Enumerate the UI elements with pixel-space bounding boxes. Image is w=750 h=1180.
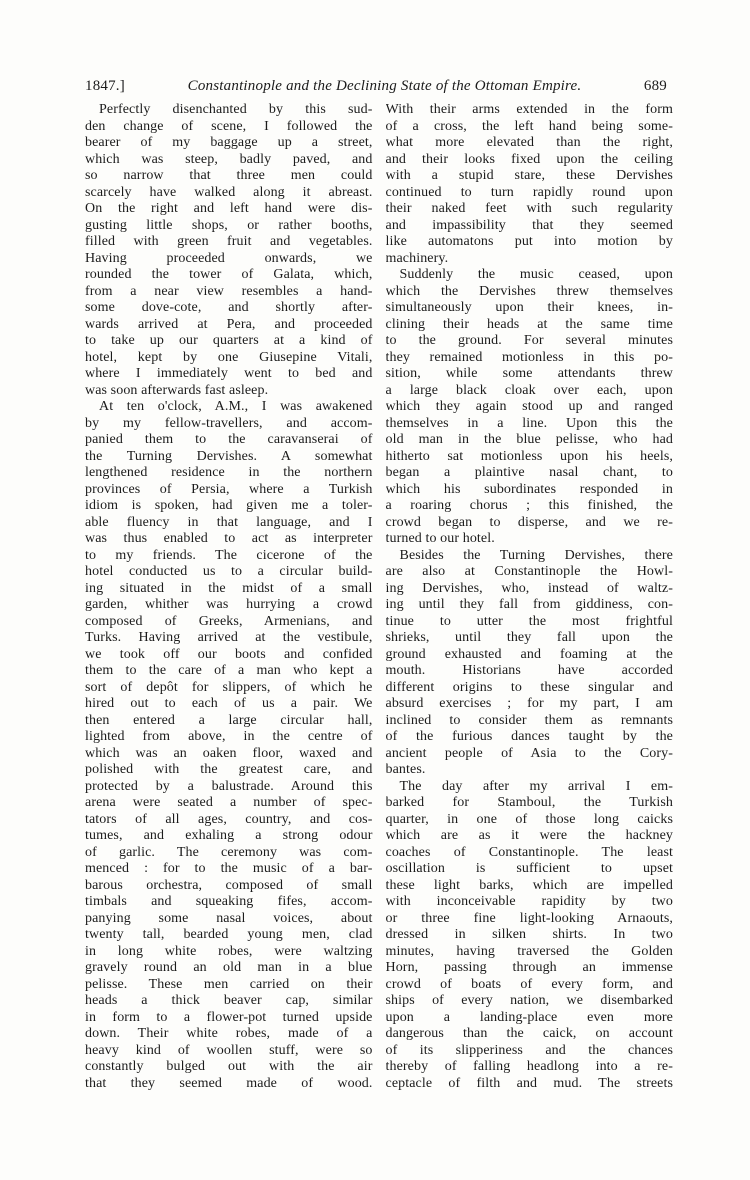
text-line: Besides the Turning Dervishes, there bbox=[399, 547, 673, 563]
text-line: to the ground. For several minutes bbox=[385, 333, 673, 348]
text-line: turned to our hotel. bbox=[385, 531, 495, 546]
paragraph bbox=[85, 399, 373, 1092]
text-line: crowd of boats of every form, and bbox=[385, 976, 673, 992]
text-line: of garlic. The ceremony was com- bbox=[85, 844, 373, 860]
text-line: that they seemed made of wood. bbox=[85, 1075, 373, 1091]
text-line: garden, whither was hurrying a crowd bbox=[85, 597, 373, 612]
text-columns bbox=[85, 102, 673, 1092]
text-line: ancient people of Asia to the Cory- bbox=[385, 745, 673, 761]
text-line: was thus enabled to act as interpreter bbox=[85, 531, 373, 546]
text-line: where I immediately went to bed and bbox=[85, 366, 373, 381]
page-header bbox=[85, 78, 673, 95]
text-line: ing until they fall from giddiness, con- bbox=[385, 597, 673, 612]
text-line: absurd exercises ; for my part, I am bbox=[385, 696, 673, 711]
text-line: the Turning Dervishes. A somewhat bbox=[85, 448, 373, 464]
text-line: polished with the greatest care, and bbox=[85, 762, 373, 777]
text-line: down. Their white robes, made of a bbox=[85, 1026, 373, 1041]
text-line: which was steep, badly paved, and bbox=[85, 151, 373, 167]
paragraph bbox=[85, 102, 373, 399]
text-line: Horn, passing through an immense bbox=[385, 960, 673, 975]
text-line: ing situated in the midst of a small bbox=[85, 580, 373, 596]
text-line: inclined to consider them as remnants bbox=[385, 712, 673, 728]
text-line: shrieks, until they fall upon the bbox=[385, 630, 673, 645]
text-line: hotel, kept by one Giusepine Vitali, bbox=[85, 349, 373, 365]
text-line: heavy kind of woollen stuff, were so bbox=[85, 1042, 373, 1058]
text-line: quarter, in one of those long caicks bbox=[385, 811, 673, 827]
text-line: of its slipperiness and the chances bbox=[385, 1042, 673, 1058]
text-line: are also at Constantinople the Howl- bbox=[385, 564, 673, 579]
text-line: which are as it were the hackney bbox=[385, 828, 673, 843]
page-number: 689 bbox=[643, 78, 667, 94]
running-title: Constantinople and the Declining State of the Ottoman Empire. bbox=[187, 78, 582, 94]
text-line: a roaring chorus ; this finished, the bbox=[385, 498, 673, 513]
text-line: and impassibility that they seemed bbox=[385, 217, 673, 233]
text-line: was soon afterwards fast asleep. bbox=[85, 382, 269, 398]
text-line: arena were seated a number of spec- bbox=[85, 795, 373, 810]
text-line: of a cross, the left hand being some- bbox=[385, 118, 673, 134]
right-column bbox=[386, 102, 674, 1092]
text-line: bantes. bbox=[385, 762, 426, 777]
text-line: began a plaintive nasal chant, to bbox=[385, 465, 673, 480]
text-line: filled with green fruit and vegetables. bbox=[85, 234, 373, 249]
text-line: heads a thick beaver cap, similar bbox=[85, 993, 373, 1008]
text-line: which his subordinates responded in bbox=[385, 481, 673, 497]
text-line: a large black cloak over each, upon bbox=[385, 382, 673, 398]
text-line: different origins to these singular and bbox=[385, 679, 673, 695]
text-line: dressed in silken shirts. In two bbox=[385, 927, 673, 942]
paragraph bbox=[386, 779, 674, 1093]
text-line: menced : for to the music of a bar- bbox=[85, 861, 373, 876]
text-line: With their arms extended in the form bbox=[385, 102, 673, 117]
left-column bbox=[85, 102, 373, 1092]
text-line: sort of depôt for slippers, of which he bbox=[85, 679, 373, 695]
header-year: 1847.] bbox=[85, 78, 125, 94]
text-line: gusting little shops, or rather booths, bbox=[85, 217, 373, 233]
text-line: rounded the tower of Galata, which, bbox=[85, 267, 373, 282]
text-line: hitherto sat motionless upon his heels, bbox=[385, 448, 673, 464]
text-line: oscillation is sufficient to upset bbox=[385, 861, 673, 876]
text-line: gravely round an old man in a blue bbox=[85, 960, 373, 975]
text-line: Suddenly the music ceased, upon bbox=[399, 267, 673, 282]
text-line: simultaneously upon their knees, in- bbox=[385, 300, 673, 315]
text-line: upon a landing-place even more bbox=[385, 1009, 673, 1025]
text-line: den change of scene, I followed the bbox=[85, 118, 373, 134]
text-line: lengthened residence in the northern bbox=[85, 465, 373, 480]
text-line: barous orchestra, composed of small bbox=[85, 877, 373, 893]
text-line: able fluency in that language, and I bbox=[85, 514, 373, 530]
text-line: minutes, having traversed the Golden bbox=[385, 943, 673, 959]
text-line: bearer of my baggage up a street, bbox=[85, 135, 373, 150]
text-line: these light barks, which are impelled bbox=[385, 877, 673, 893]
text-line: crowd began to disperse, and we re- bbox=[385, 514, 673, 530]
text-line: their naked feet with such regularity bbox=[385, 201, 673, 216]
text-line: provinces of Persia, where a Turkish bbox=[85, 481, 373, 497]
text-line: twenty tall, bearded young men, clad bbox=[85, 927, 373, 942]
text-line: of the furious dances taught by the bbox=[385, 729, 673, 744]
text-line: with a stupid stare, these Dervishes bbox=[385, 168, 673, 183]
text-line: protected by a balustrade. Around this bbox=[85, 778, 373, 794]
text-line: thereby of falling headlong into a re- bbox=[385, 1059, 673, 1074]
text-line: tumes, and exhaling a strong odour bbox=[85, 828, 373, 843]
text-line: tators of all ages, country, and cos- bbox=[85, 811, 373, 827]
paragraph bbox=[386, 548, 674, 779]
text-line: in long white robes, were waltzing bbox=[85, 943, 373, 959]
text-line: wards arrived at Pera, and proceeded bbox=[85, 316, 373, 332]
text-line: then entered a large circular hall, bbox=[85, 712, 373, 728]
text-line: which they again stood up and ranged bbox=[385, 399, 673, 414]
text-line: like automatons put into motion by bbox=[385, 234, 673, 249]
text-line: what more elevated than the right, bbox=[385, 135, 673, 150]
text-line: some dove-cote, and shortly after- bbox=[85, 300, 373, 315]
text-line: The day after my arrival I em- bbox=[399, 778, 673, 794]
text-line: with inconceivable rapidity by two bbox=[385, 894, 673, 909]
text-line: machinery. bbox=[385, 250, 449, 266]
text-line: we took off our boots and confided bbox=[85, 646, 373, 662]
text-line: old man in the blue pelisse, who had bbox=[385, 432, 673, 447]
text-line: in form to a flower-pot turned upside bbox=[85, 1009, 373, 1025]
text-line: from a near view resembles a hand- bbox=[85, 283, 373, 299]
text-line: so narrow that three men could bbox=[85, 168, 373, 183]
text-line: hotel conducted us to a circular build- bbox=[85, 564, 373, 579]
text-line: mouth. Historians have accorded bbox=[385, 663, 673, 678]
text-line: panying some nasal voices, about bbox=[85, 910, 373, 926]
text-line: coaches of Constantinople. The least bbox=[385, 844, 673, 860]
text-line: composed of Greeks, Armenians, and bbox=[85, 613, 373, 629]
text-line: which the Dervishes threw themselves bbox=[385, 283, 673, 299]
text-line: idiom is spoken, had given me a toler- bbox=[85, 498, 373, 513]
text-line: At ten o'clock, A.M., I was awakened bbox=[99, 399, 373, 414]
text-line: Turks. Having arrived at the vestibule, bbox=[85, 630, 373, 645]
text-line: they remained motionless in this po- bbox=[385, 349, 673, 365]
text-line: dangerous than the caick, on account bbox=[385, 1026, 673, 1041]
text-line: Having proceeded onwards, we bbox=[85, 250, 373, 266]
text-line: ceptacle of filth and mud. The streets bbox=[385, 1075, 673, 1091]
text-line: timbals and squeaking fifes, accom- bbox=[85, 894, 373, 909]
text-line: to my friends. The cicerone of the bbox=[85, 547, 373, 563]
text-line: hired out to each of us a pair. We bbox=[85, 696, 373, 711]
text-line: themselves in a line. Upon this the bbox=[385, 415, 673, 431]
text-line: scarcely have walked along it abreast. bbox=[85, 184, 373, 200]
text-line: sition, while some attendants threw bbox=[385, 366, 673, 381]
text-line: lighted from above, in the centre of bbox=[85, 729, 373, 744]
text-line: clining their heads at the same time bbox=[385, 316, 673, 332]
paragraph bbox=[386, 267, 674, 548]
text-line: which was an oaken floor, waxed and bbox=[85, 745, 373, 761]
text-line: pelisse. These men carried on their bbox=[85, 976, 373, 992]
text-line: constantly bulged out with the air bbox=[85, 1059, 373, 1074]
text-line: by my fellow-travellers, and accom- bbox=[85, 415, 373, 431]
text-line: or three fine light-looking Arnaouts, bbox=[385, 910, 673, 926]
paragraph bbox=[386, 102, 674, 267]
text-line: barked for Stamboul, the Turkish bbox=[385, 795, 673, 810]
text-line: ground exhausted and foaming at the bbox=[385, 646, 673, 662]
text-line: ing Dervishes, who, instead of waltz- bbox=[385, 580, 673, 596]
text-line: panied them to the caravanserai of bbox=[85, 432, 373, 447]
text-line: continued to turn rapidly round upon bbox=[385, 184, 673, 200]
text-line: them to the care of a man who kept a bbox=[85, 663, 373, 678]
text-line: Perfectly disenchanted by this sud- bbox=[99, 102, 373, 117]
text-line: ships of every nation, we disembarked bbox=[385, 993, 673, 1008]
text-line: to take up our quarters at a kind of bbox=[85, 333, 373, 348]
text-line: tinue to utter the most frightful bbox=[385, 613, 673, 629]
text-line: On the right and left hand were dis- bbox=[85, 201, 373, 216]
text-line: and their looks fixed upon the ceiling bbox=[385, 151, 673, 167]
